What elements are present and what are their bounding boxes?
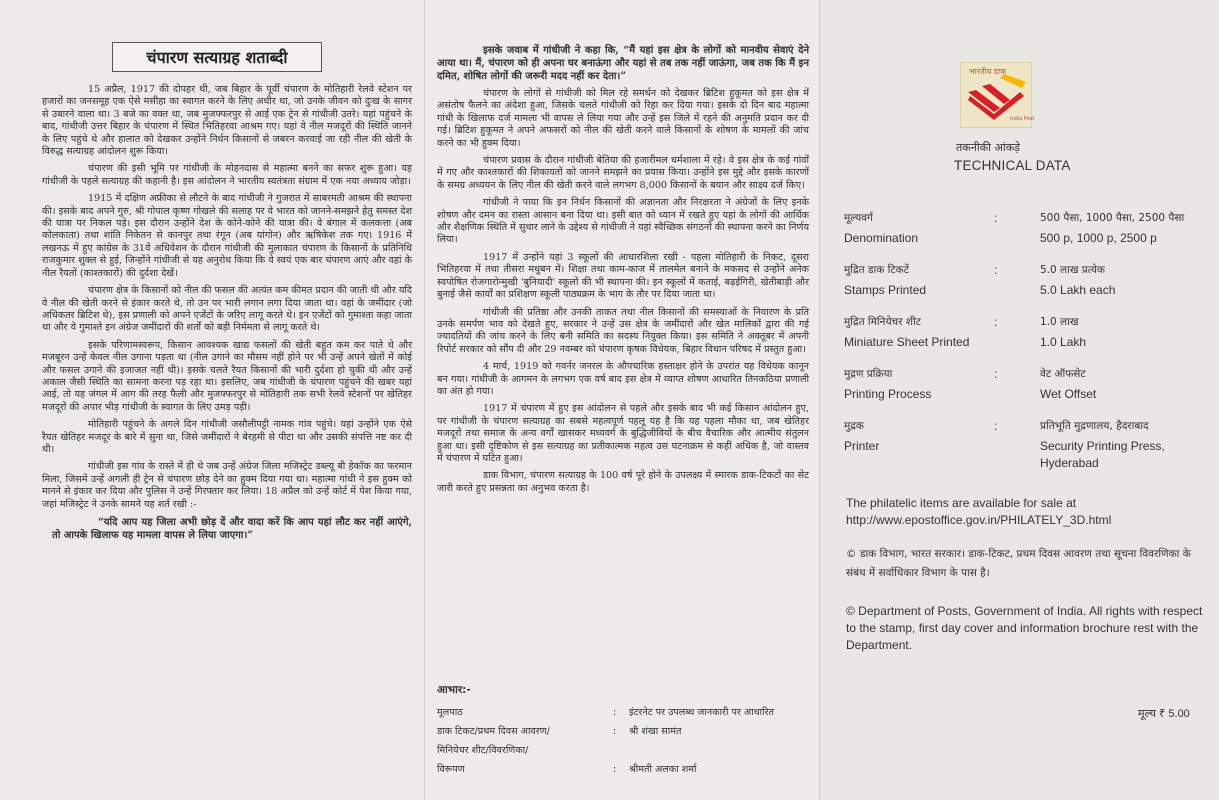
ack-title: आभार:-: [437, 684, 471, 696]
panel-technical-data: [820, 0, 1219, 800]
paragraph: 15 अप्रैल, 1917 की दोपहर थी, जब बिहार के पूर्वी चंपारण के मोतिहारी रेलवे स्टेशन पर हजारों का जनसमूह एक ऐसे मसीहा का स्वागत करने के लिए अधीर था, जो उनके जीवन को दुःख के सागर से उबारने वाला था। 3 बजे का वक्त था, जब मुजफ्फरपुर से आई एक ट्रेन से गांधीजी उतरे। यहां पहुंचने के बाद, गांधीजी उत्तर बिहार के चंपारण में स्थित भितिहरवा आश्रम गए। यहां वे नील मजदूरों की स्थिति जानने के लिए पहुंचे थे और हालात को देखकर उन्होंने निर्धन किसानों से जबरन करवाई जा रही नील की खेती के विरुद्ध सत्याग्रह आंदोलन शुरू किया।: [42, 84, 412, 158]
paragraph: इसके परिणामस्वरूप, किसान आवश्यक खाद्य फसलों की खेती बहुत कम कर पाते थे और मजबूरन उन्हें केवल नील उगाना पड़ता था (नील उगाने का मौसम नहीं होने पर भी उन्हें अपने खेतों में कोई और फसल उगाने की इजाजत नहीं थी)। इसके चलते रैयत किसानों की भारी दुर्दशा हो चुकी थी और उन्हें अकाल जैसी स्थिति का सामना करना पड़ रहा था। इसलिए, जब गांधीजी के चंपारण पहुंचने की खबर यहां आई, तो यह जंगल में आग की तरह फैली और मुजफ्फरपुर से मोतिहारी तक सभी रेलवे स्टेशनों पर खेतिहर मजदूरों की अपार भीड़ गांधीजी के स्वागत के लिए उमड़ पड़ी।: [42, 339, 412, 413]
magistrate-quote: “यदि आप यह जिला अभी छोड़ दें और वादा करें कि आप यहां लौट कर नहीं आएंगे, तो आपके खिलाफ यह मामला वापस ले लिया जाएगा।”: [52, 517, 412, 541]
logo-sub: India Post: [1010, 116, 1035, 122]
ack-row: [437, 741, 812, 760]
logo-name: भारतीय डाक: [969, 67, 1007, 76]
paragraph: चंपारण क्षेत्र के किसानों को नील की फसल की अत्यंत कम कीमत प्रदान की जाती थी और यदि वे नील की खेती करने से इंकार करते थे, तो उन पर भारी लगान लगा दिया जाता था। वहां के जमींदार (जो अधिकतर ब्रिटिश थे), इस प्रणाली को अपने एजेंटों के जरिए लागू करते थे। इन एजेंटों को गुमाश्ता कहा जाता था और ये गुमाश्ते इन अंग्रेज जमींदारों की शर्तों को बड़ी निर्ममता से लागू करते थे।: [42, 285, 412, 334]
spec-label-hindi: मुद्रित मिनियेचर शीट: [844, 316, 921, 328]
spec-value: 500 p, 1000 p, 2500 p: [1040, 231, 1157, 245]
paragraph: चंपारण की इसी भूमि पर गांधीजी के मोहनदास से महात्मा बनने का सफर शुरू हुआ। यह गांधीजी के पहले सत्याग्रह की कहानी है। इस आंदोलन ने भारतीय स्वतंत्रता संग्राम में एक नया अध्याय जोड़ा।: [42, 163, 412, 187]
article-column-left: [42, 84, 412, 547]
spec-stamps-printed: मुद्रित डाक टिकटें : 5.0 लाख प्रत्येक Stamps Printed 5.0 Lakh each: [844, 260, 1204, 300]
ack-key: मूलपाठ: [437, 707, 463, 718]
spec-value-hindi: प्रतिभूति मुद्रणालय, हैदराबाद: [1040, 420, 1149, 432]
spec-label: Stamps Printed: [844, 283, 927, 297]
ack-value: श्री शंखा सामंत: [629, 726, 682, 737]
ack-row: मूलपाठ : इंटरनेट पर उपलब्ध जानकारी पर आधारित: [437, 703, 812, 722]
spec-value-hindi: 5.0 लाख प्रत्येक: [1040, 264, 1105, 276]
sale-note: The philatelic items are available for sale at http://www.epostoffice.gov.in/PHILATELY_3D.html: [846, 496, 1112, 527]
gandhi-quote: इसके जवाब में गांधीजी ने कहा कि, “मैं यहां इस क्षेत्र के लोगों को मानवीय सेवाएं देने आया था। मैं, चंपारण को ही अपना घर बनाऊंगा और यहां से तब तक नहीं जाऊंगा, जब तक कि मैं इन दमित, शोषित लोगों की जरूरी मदद नहीं कर देता।”: [437, 45, 809, 82]
article-column-middle: [437, 44, 809, 500]
panel-history-middle: [425, 0, 820, 800]
ack-row: डाक टिकट/प्रथम दिवस आवरण/ : श्री शंखा सामंत: [437, 722, 812, 741]
spec-label-hindi: मुद्रण प्रक्रिया: [844, 368, 893, 380]
ack-value: [629, 741, 812, 760]
ack-value: श्रीमती अलका शर्मा: [629, 764, 697, 775]
paragraph: गांधीजी की प्रतिष्ठा और उनकी ताकत तथा नील किसानों की समस्याओं के निवारण के प्रति उनके समर्पण भाव को देखते हुए, सरकार ने उन्हें उस क्षेत्र के जमींदारों और खेत मालिकों द्वारा की गई ज्यादतियों की जांच करने के लिए बनी समिति का सदस्य नियुक्त किया। इस समिति ने अक्तूबर में अपनी रिपोर्ट सरकार को सौंप दी और 29 नवम्बर को चंपारण कृषक विधेयक, बिहार विधान परिषद में प्रस्तुत हुआ।: [437, 306, 809, 355]
spec-label: Printing Process: [844, 387, 932, 401]
spec-miniature-sheet: मुद्रित मिनियेचर शीट : 1.0 लाख Miniature Sheet Printed 1.0 Lakh: [844, 312, 1204, 352]
panel-history-left: [0, 0, 425, 800]
paragraph: चंपारण के लोगों से गांधीजी को मिल रहे समर्थन को देखकर ब्रिटिश हुकूमत को इस क्षेत्र में असंतोष फैलने का अंदेशा हुआ, जिसके चलते गांधीजी को रिहा कर दिया गया। इसके दो दिन बाद महात्मा गांधी के खिलाफ दर्ज मामला भी वापस ले लिया गया और उन्हें इस जिले में रहने की अनुमति प्रदान कर दी गई। ब्रिटिश हुकूमत ने अपने अफसरों को नील की खेती करने वाले किसानों के शोषण के मामलों की जांच करने का भी हुक्म दिया।: [437, 88, 809, 149]
paragraph: चंपारण प्रवास के दौरान गांधीजी बेतिया की हजारीमल धर्मशाला में रहे। वे इस क्षेत्र के कई गांवों में गए और काश्तकारों की शिकायतों को जानने समझने का प्रयास किया। उन्होंने इस मुद्दे और इसके कारणों के समग्र अध्ययन के लिए नील की खेती करने वाले लगभग 8,000 किसानों के बयान और साक्ष्य दर्ज किए।: [437, 155, 809, 191]
paragraph: 4 मार्च, 1919 को गवर्नर जनरल के औपचारिक हस्ताक्षर होने के उपरांत यह विधेयक कानून बन गया। गांधीजी के आगमन के लगभग एक वर्ष बाद इस क्षेत्र में व्याप्त शोषण आधारित तिनकठिया प्रणाली का अंत हो गया।: [437, 361, 809, 397]
copyright-english: © Department of Posts, Government of India. All rights with respect to the stamp, first day cover and information brochure rest with the Department.: [846, 604, 1203, 652]
paragraph: 1915 में दक्षिण अफ्रीका से लौटने के बाद गांधीजी ने गुजरात में साबरमती आश्रम की स्थापना की। इसके बाद अपने गुरु, श्री गोपाल कृष्ण गोखले की सलाह पर वे भारत को जानने-समझने हेतु समस्त देश की यात्रा पर निकल पड़े। इस दौरान उन्होंने देश के कोने-कोने की यात्रा की। वे बंगाल में कलकत्ता (अब कोलकाता) तथा शांति निकेतन से कानपुर तथा रंगून (अब यांगोन) और ऋषिकेश तक गए। 1916 में लखनऊ में हुए कांग्रेस के 31वें अधिवेशन के दौरान गांधीजी की मुलाकात चंपारण के किसानों के प्रतिनिधि राजकुमार शुक्ल से हुई, जिन्होंने गांधीजी से यह अनुरोध किया कि वे स्वयं एक बार चंपारण आएं और वहां के नील रैयतों (काश्तकारों) की दुर्दशा देखें।: [42, 193, 412, 279]
acknowledgements: [437, 683, 812, 779]
paragraph: मोतिहारी पहुंचने के अगले दिन गांधीजी जसौलीपट्टी नामक गांव पहुंचे। यहां उन्होंने एक ऐसे रैयत खेतिहर मजदूर के बारे में सुना था, जिसे जमींदारों ने बेरहमी से पीटा था और उसकी संपत्ति नष्ट कर दी थी।: [42, 419, 412, 455]
spec-value: Wet Offset: [1040, 387, 1097, 401]
paragraph: डाक विभाग, चंपारण सत्याग्रह के 100 वर्ष पूरे होने के उपलक्ष्य में स्मारक डाक-टिकटों का सेट जारी करते हुए प्रसन्नता का अनुभव करता है।: [437, 470, 809, 494]
ack-key: डाक टिकट/प्रथम दिवस आवरण/: [437, 726, 550, 737]
copyright-hindi: © डाक विभाग, भारत सरकार। डाक-टिकट, प्रथम दिवस आवरण तथा सूचना विवरणिका के संबंध में सर्वाधिकार विभाग के पास है।: [846, 548, 1191, 579]
spec-value: Security Printing Press, Hyderabad: [1040, 439, 1165, 470]
spec-label: Miniature Sheet Printed: [844, 335, 970, 349]
price-label: मूल्य ₹ 5.00: [1138, 708, 1190, 720]
paragraph: गांधीजी इस गांव के रास्ते में ही थे जब उन्हें अंग्रेज जिला मजिस्ट्रेट डब्ल्यू बी हेकॉक का फरमान मिला, जिसमें उन्हें अगली ही ट्रेन से चंपारण छोड़ देने का हुक्म दिया गया था। महात्मा गांधी ने इस हुक्म को मानने से इंकार कर दिया और पुलिस ने उन्हें गिरफ्तार कर लिया। 18 अप्रैल को उन्हें कोर्ट में पेश किया गया, जहां मजिस्ट्रेट ने उनके सामने यह शर्त रखी :-: [42, 461, 412, 510]
technical-data-heading: TECHNICAL DATA: [954, 158, 1071, 173]
spec-label: Printer: [844, 439, 880, 453]
spec-value: 5.0 Lakh each: [1040, 283, 1116, 297]
ack-row: विरूपण : श्रीमती अलका शर्मा: [437, 760, 812, 779]
ack-key: मिनियेचर शीट/विवरणिका/: [437, 745, 529, 756]
paragraph: 1917 में उन्होंने यहां 3 स्कूलों की आधारशिला रखी - पहला मोतिहारी के निकट, दूसरा भितिहरवा में तथा तीसरा मधुबन में। शिक्षा तथा काम-काज में तालमेल बनाने के मकसद से उन्होंने अनेक स्वपोषित रोजगारोन्मुखी 'बुनियादी' स्कूलों की भी स्थापना की। इन स्कूलों में कताई, बढ़ईगिरी, खेतीबाड़ी और बुनाई जैसे कार्यों का प्रशिक्षण स्कूली पाठ्यक्रम के भाग के तौर पर दिया जाता था।: [437, 251, 809, 301]
spec-label-hindi: मुद्रक: [844, 420, 864, 432]
ack-key: विरूपण: [437, 764, 465, 775]
spec-value-hindi: 500 पैसा, 1000 पैसा, 2500 पैसा: [1040, 212, 1185, 224]
spec-value: 1.0 Lakh: [1040, 335, 1087, 349]
paragraph: 1917 में चंपारण में हुए इस आंदोलन से पहले और इसके बाद भी कई किसान आंदोलन हुए, पर गांधीजी के चंपारण सत्याग्रह का सबसे महत्वपूर्ण पहलू यह है कि यह पहला मौका था, जब खेतिहर मजदूरों तथा समाज के अन्य वर्गों खासकर मध्यवर्ग के बुद्धिजीवियों के बीच वैचारिक और आत्मीय संतुलन हुआ था। इसी दृष्टिकोण से इस सत्याग्रह का प्रतीकात्मक महत्व उस घटनाक्रम से कहीं अधिक है, जो वास्तव में चंपारण में घटित हुआ।: [437, 403, 809, 464]
spec-label-hindi: मूल्यवर्ग: [844, 212, 873, 224]
ack-value: इंटरनेट पर उपलब्ध जानकारी पर आधारित: [629, 707, 775, 718]
spec-denomination: मूल्यवर्ग : 500 पैसा, 1000 पैसा, 2500 पैसा Denomination 500 p, 1000 p, 2500 p: [844, 208, 1204, 248]
spec-value-hindi: वेट ऑफसेट: [1040, 368, 1086, 380]
spec-printing-process: मुद्रण प्रक्रिया : वेट ऑफसेट Printing Process Wet Offset: [844, 364, 1204, 404]
spec-label: Denomination: [844, 231, 919, 245]
spec-label-hindi: मुद्रित डाक टिकटें: [844, 264, 910, 276]
spec-printer: मुद्रक : प्रतिभूति मुद्रणालय, हैदराबाद Printer Security Printing Press, Hyderabad: [844, 416, 1204, 472]
page-title: चंपारण सत्याग्रह शताब्दी: [112, 42, 322, 72]
spec-value-hindi: 1.0 लाख: [1040, 316, 1079, 328]
technical-data-heading-hindi: तकनीकी आंकड़े: [956, 141, 1021, 154]
paragraph: गांधीजी ने पाया कि इन निर्धन किसानों की अज्ञानता और निरक्षरता ने अंग्रेजों के लिए इनके शोषण और दमन का रास्ता आसान बना दिया था। इसी बात को ध्यान में रखते हुए यहां के लोगों की आर्थिक और शैक्षणिक स्थिति में सुधार लाने के उद्देश्य से गांधीजी ने यहां स्वैच्छिक संगठनों की स्थापना करने का निर्णय लिया।: [437, 197, 810, 246]
